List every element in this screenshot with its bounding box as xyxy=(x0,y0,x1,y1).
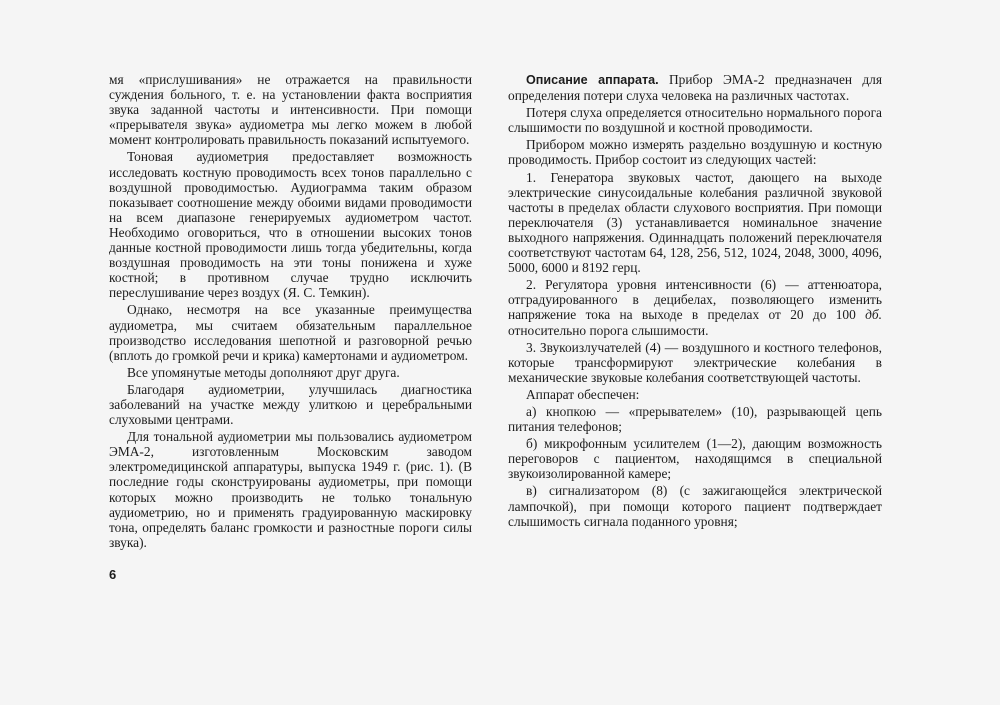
list-item xyxy=(508,277,882,337)
paragraph: Все упомянутые методы дополняют друг друга. xyxy=(127,364,400,380)
unit-text: дб. xyxy=(865,307,882,323)
section-heading: Описание аппарата. xyxy=(526,73,659,87)
paragraph: Прибором можно измерять раздельно воздушную и костную проводимость. Прибор состоит из следующих частей: xyxy=(508,137,882,168)
paragraph: Благодаря аудиометрии, улучшилась диагностика заболеваний на участке между улиткою и церебральными слуховыми центрами. xyxy=(109,381,472,428)
list-item: б) микрофонным усилителем (1—2), дающим возможность переговоров с пациентом, находящимся в специальной звукоизолированной камере; xyxy=(508,436,882,482)
list-item: в) сигнализатором (8) (с зажигающейся электрической лампочкой), при помощи которого пациент подтверждает слышимость сигнала поданного уровня; xyxy=(508,483,882,529)
right-column xyxy=(508,72,882,531)
left-column xyxy=(109,72,472,552)
page-number: 6 xyxy=(109,567,117,582)
heading-text: Прибор ЭМА-2 предназначен для определения потери слуха человека на различных частотах. xyxy=(508,72,883,104)
paragraph: мя «прислушивания» не отражается на правильности суждения больного, т. е. на установлении факта восприятия звука заданной частоты и интенсивности. При помощи «прерывателя звука» аудиометра мы легко можем в любой момент контролировать правильность показаний испытуемого. xyxy=(109,72,472,148)
paragraph: Тоновая аудиометрия предоставляет возможность исследовать костную проводимость всех тонов параллельно с воздушной проводимостью. Аудиограмма таким образом показывает соотношение между обоими видами проводимости на всем диапазоне генерируемых аудиометром частот. Необходимо оговориться, что в отношении высоких тонов данные костной проводимости лишь тогда убедительны, когда воздушная проводимость на эти тоны понижена и хуже костной; в противном случае трудно исключить переслушивание через воздух (Я. С. Темкин). xyxy=(109,149,472,301)
paragraph: Аппарат обеспечен: xyxy=(526,386,640,402)
paragraph: Для тональной аудиометрии мы пользовались аудиометром ЭМА-2, изготовленным Московским заводом электромедицинской аппаратуры, выпуска 1949 г. (рис. 1). (В последние годы сконструированы аудиометры, при помощи которых можно производить не только тональную аудиометрию, но и применять градуированную маскировку тона, определять баланс громкости и разностные пороги силы звука). xyxy=(109,429,472,550)
paragraph: Однако, несмотря на все указанные преимущества аудиометра, мы считаем обязательным параллельное производство исследования шепотной и разговорной речью (вплоть до громкой речи и крика) камертонами и аудиометром. xyxy=(109,302,472,363)
list-item: 1. Генератора звуковых частот, дающего на выходе электрические синусоидальные колебания различной звуковой частоты в пределах области слухового восприятия. При помощи переключателя (3) устанавливается номинальное значение выходного напряжения. Одиннадцать положений переключателя соответствуют частотам 64, 128, 256, 512, 1024, 2048, 3000, 4096, 5000, 6000 и 8192 герц. xyxy=(508,169,882,276)
item-text: относительно порога слышимости. xyxy=(508,322,709,338)
list-item: а) кнопкою — «прерывателем» (10), разрывающей цепь питания телефонов; xyxy=(508,403,882,435)
paragraph-description xyxy=(508,72,882,103)
item-text: 2. Регулятора уровня интенсивности (6) — аттенюатора, отградуированного в децибелах, позволяющего изменить напряжение тока на выходе в пределах от 20 до 100 xyxy=(508,277,882,323)
paragraph: Потеря слуха определяется относительно нормального порога слышимости по воздушной и костной проводимости. xyxy=(508,105,882,136)
list-item: 3. Звукоизлучателей (4) — воздушного и костного телефонов, которые трансформируют электрические колебания в механические звуковые колебания соответствующей частоты. xyxy=(508,339,882,385)
